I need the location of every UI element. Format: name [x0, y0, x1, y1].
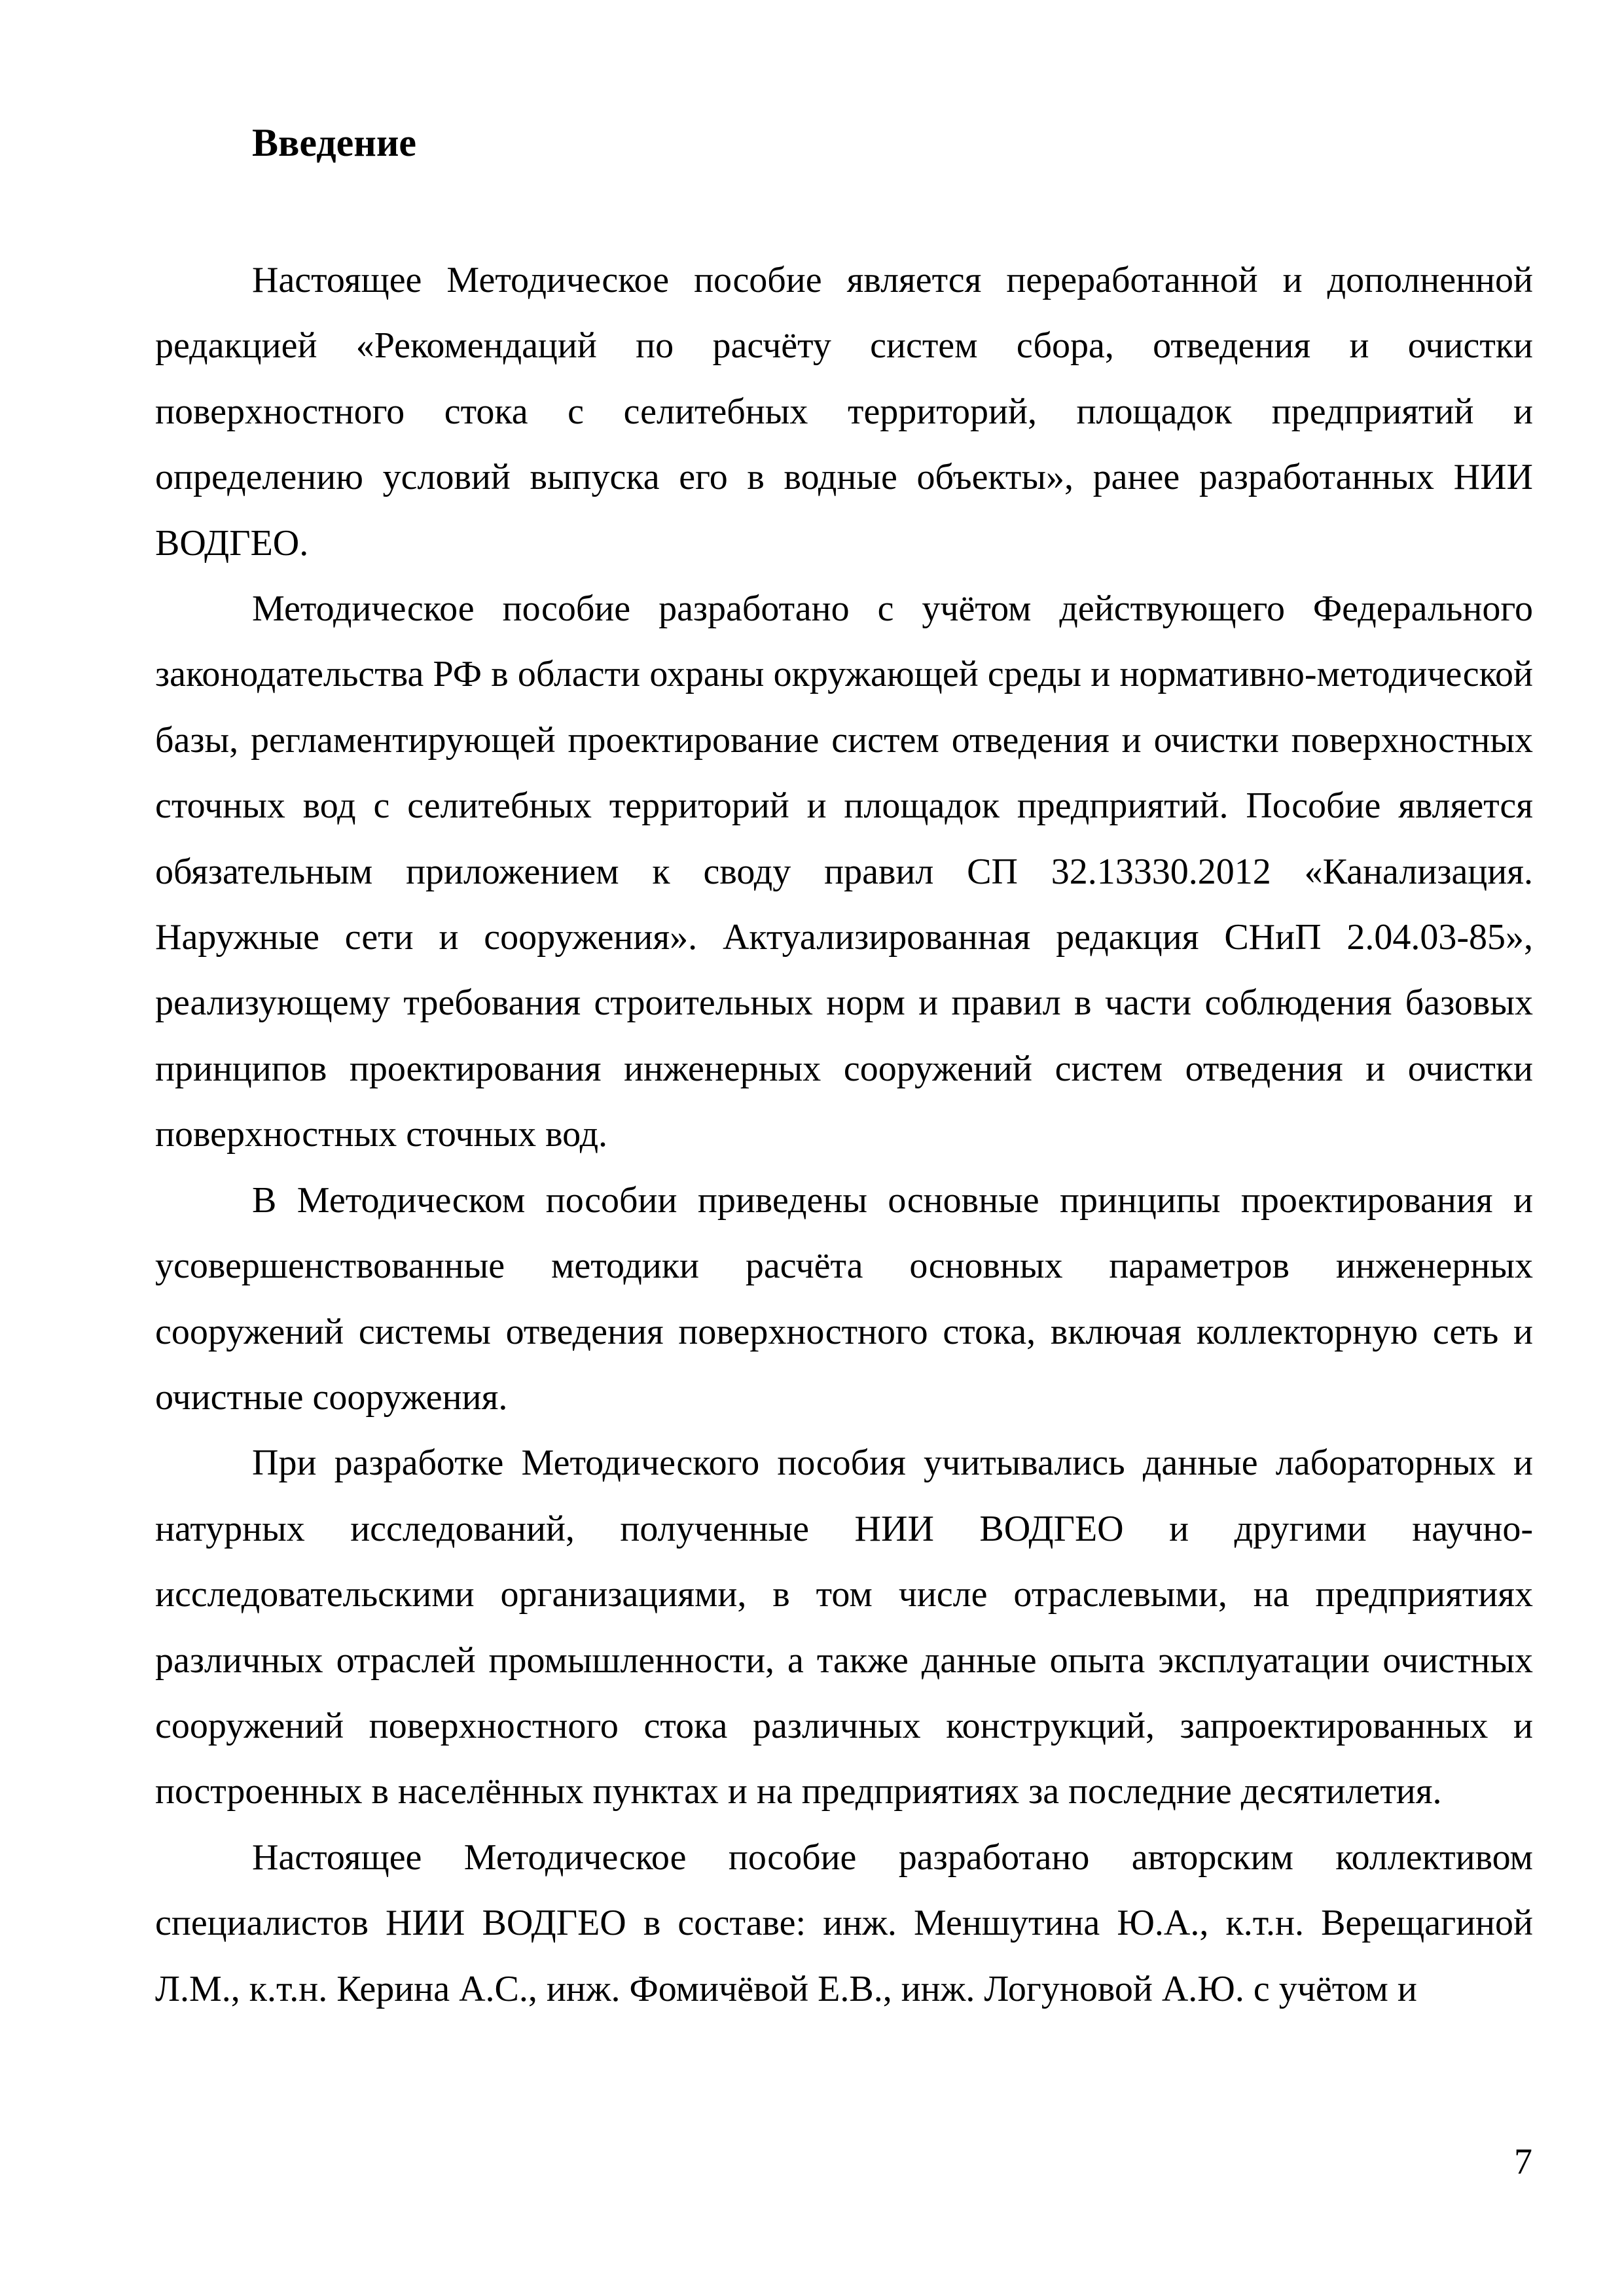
paragraph-legislation: Методическое пособие разработано с учётом действующего Федерального законодательства РФ в области охраны окружающей среды и нормативно-методической базы, регламентирующей проектирование систем отведения и очистки поверхностных сточных вод с селитебных территорий и площадок предприятий. Пособие является обязательным приложением к своду правил СП 32.13330.2012 «Канализация. Наружные сети и сооружения». Актуализированная редакция СНиП 2.04.03-85», реализующему требования строительных норм и правил в части соблюдения базовых принципов проектирования инженерных сооружений систем отведения и очистки поверхностных сточных вод. [155, 588, 1533, 1155]
body-text [155, 247, 1533, 2022]
paragraph-principles: В Методическом пособии приведены основные принципы проектирования и усовершенствованные методики расчёта основных параметров инженерных сооружений системы отведения поверхностного стока, включая коллекторную сеть и очистные сооружения. [155, 1179, 1533, 1418]
section-heading: Введение [252, 121, 417, 164]
paragraph-revision-note: Настоящее Методическое пособие является переработанной и дополненной редакцией «Рекомендаций по расчёту систем сбора, отведения и очистки поверхностного стока с селитебных территорий, площадок предприятий и определению условий выпуска его в водные объекты», ранее разработанных НИИ ВОДГЕО. [155, 260, 1533, 564]
paragraph-authors: Настоящее Методическое пособие разработано авторским коллективом специалистов НИИ ВОДГЕО в составе: инж. Меншутина Ю.А., к.т.н. Верещагиной Л.М., к.т.н. Керина А.С., инж. Фомичёвой Е.В., инж. Логуновой А.Ю. с учётом и [155, 1837, 1533, 2009]
paragraph-research-data: При разработке Методического пособия учитывались данные лабораторных и натурных исследований, полученные НИИ ВОДГЕО и другими научно-исследовательскими организациями, в том числе отраслевыми, на предприятиях различных отраслей промышленности, а также данные опыта эксплуатации очистных сооружений поверхностного стока различных конструкций, запроектированных и построенных в населённых пунктах и на предприятиях за последние десятилетия. [155, 1443, 1533, 1812]
page-number: 7 [1514, 2142, 1532, 2182]
